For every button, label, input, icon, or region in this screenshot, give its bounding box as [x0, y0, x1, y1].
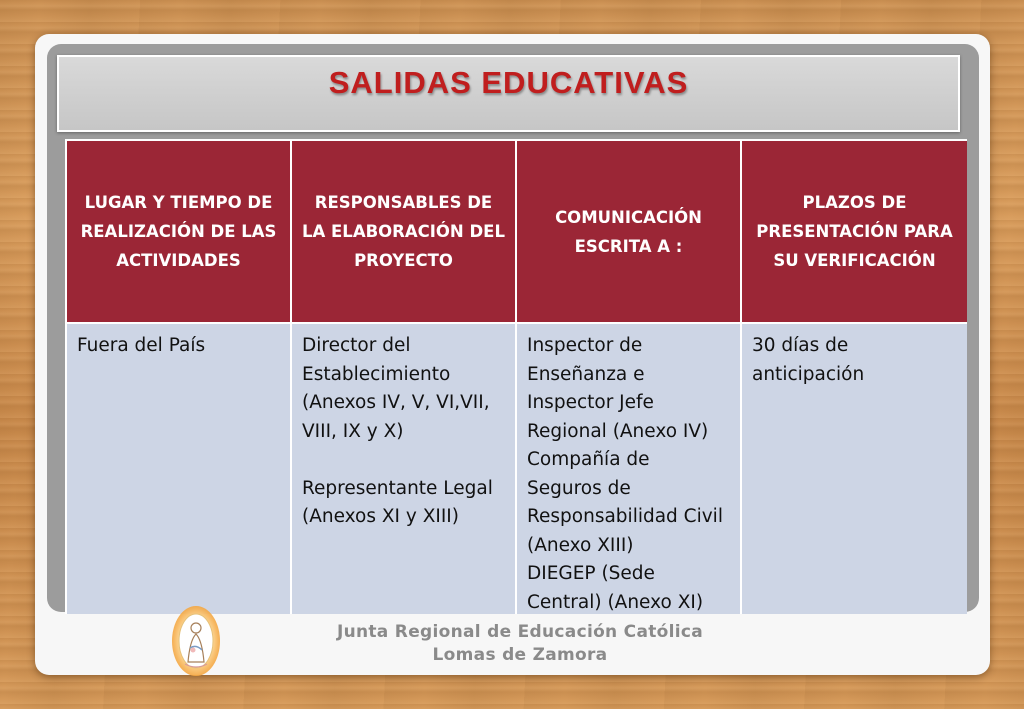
responsables-director: Director del Establecimiento (Anexos IV, V, VI,VII, VIII, IX y X) — [302, 335, 490, 442]
footer-organization: Junta Regional de Educación Católica — [336, 622, 704, 642]
junta-logo-icon — [170, 604, 222, 678]
cell-lugar — [66, 323, 291, 614]
footer-location: Lomas de Zamora — [432, 645, 608, 665]
table-container — [65, 139, 967, 614]
comunicacion-inspector: Inspector de Enseñanza e Inspector Jefe Regional (Anexo IV) — [527, 335, 709, 442]
comunicacion-diegep: DIEGEP (Sede Central) (Anexo XI) — [527, 563, 704, 613]
header-plazos: PLAZOS DE PRESENTACIÓN PARA SU VERIFICACIÓN — [741, 140, 967, 323]
lugar-text: Fuera del País — [77, 335, 206, 356]
slide-title: SALIDAS EDUCATIVAS — [328, 65, 689, 100]
header-lugar: LUGAR Y TIEMPO DE REALIZACIÓN DE LAS ACTIVIDADES — [66, 140, 291, 323]
comunicacion-seguros: Compañía de Seguros de Responsabilidad Civil (Anexo XIII) — [527, 449, 723, 556]
header-comunicacion: COMUNICACIÓN ESCRITA A : — [516, 140, 741, 323]
header-responsables: RESPONSABLES DE LA ELABORACIÓN DEL PROYECTO — [291, 140, 516, 323]
salidas-table — [65, 139, 967, 614]
cell-responsables — [291, 323, 516, 614]
plazos-text: 30 días de anticipación — [752, 335, 865, 385]
title-bar — [57, 55, 960, 132]
cell-plazos — [741, 323, 967, 614]
cell-comunicacion — [516, 323, 741, 614]
table-header-row — [66, 140, 967, 323]
table-row — [66, 323, 967, 614]
paragraph-gap — [302, 446, 505, 475]
responsables-representante: Representante Legal (Anexos XI y XIII) — [302, 477, 493, 527]
